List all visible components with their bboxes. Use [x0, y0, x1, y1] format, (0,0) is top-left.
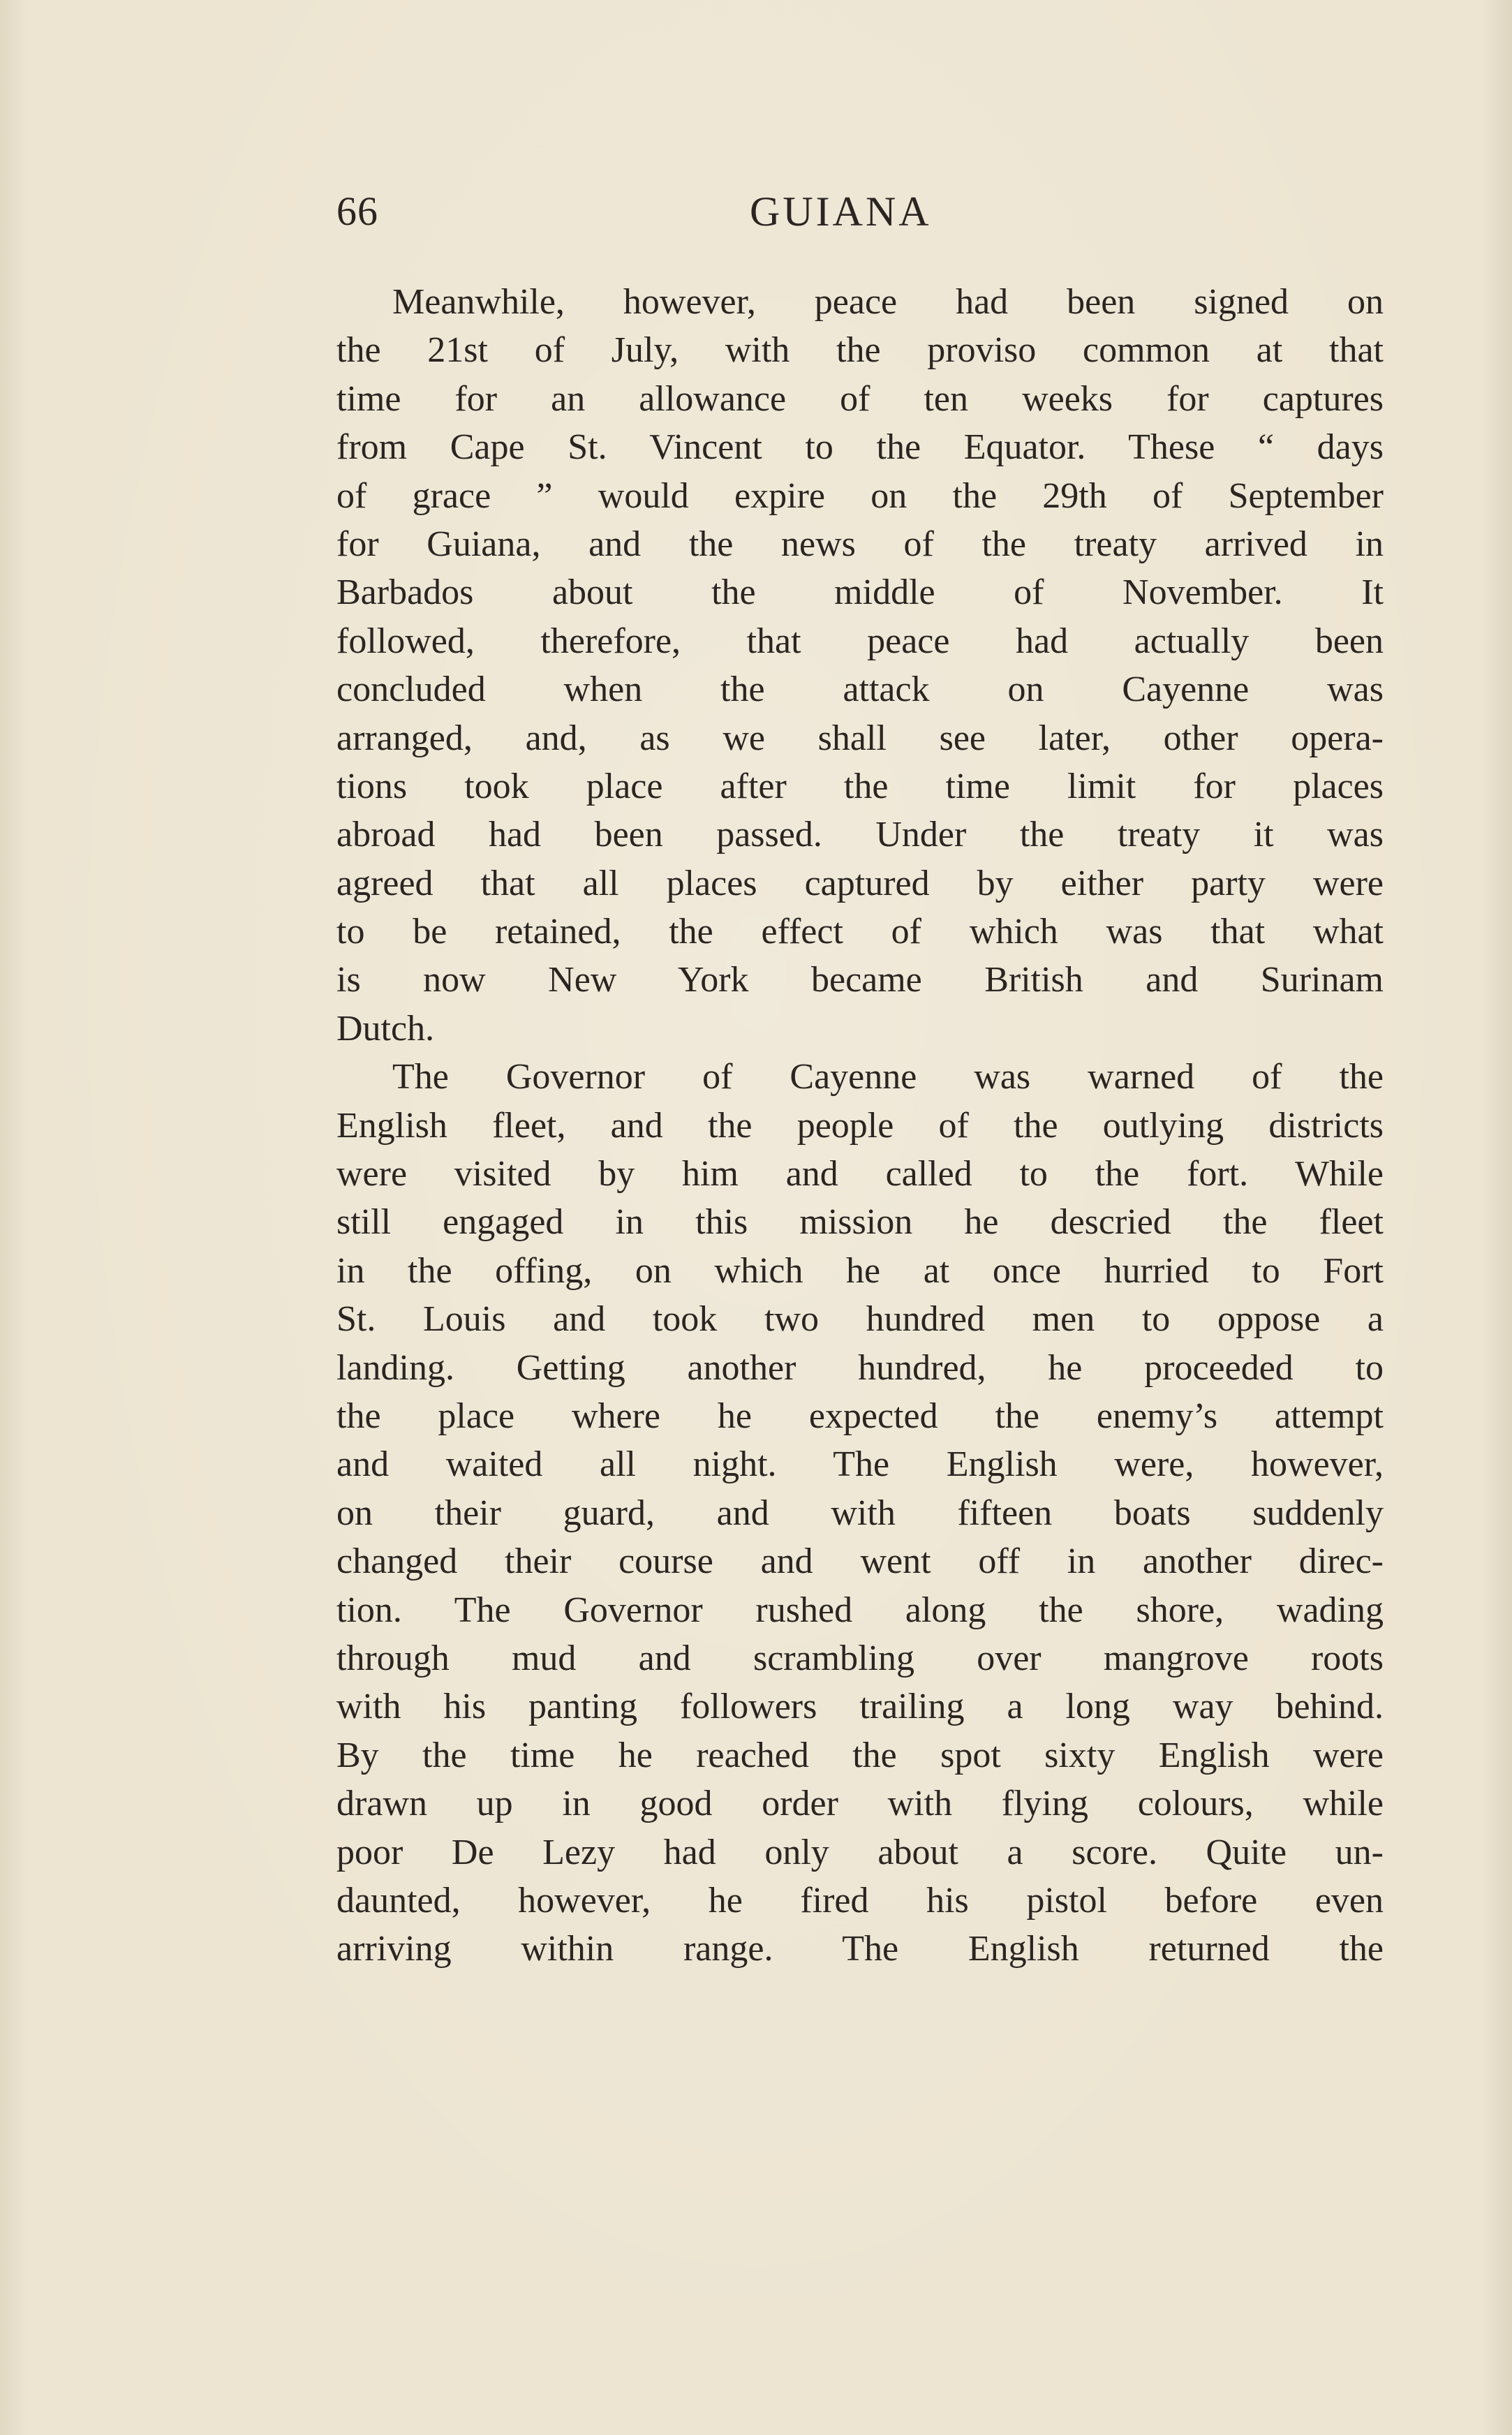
text-line: English fleet, and the people of the outlying districts [336, 1105, 1384, 1146]
text-line: tions took place after the time limit for places [336, 766, 1384, 806]
text-line: Meanwhile, however, peace had been signed on [392, 282, 1384, 322]
text-line: from Cape St. Vincent to the Equator. These “ days [336, 427, 1384, 468]
text-line: with his panting followers trailing a long way behind. [336, 1687, 1384, 1727]
text-line: time for an allowance of ten weeks for captures [336, 378, 1384, 419]
text-line: Dutch. [336, 1008, 435, 1049]
text-line: tion. The Governor rushed along the shore, wading [336, 1590, 1384, 1630]
text-line: The Governor of Cayenne was warned of the [392, 1057, 1384, 1097]
body-text [336, 278, 1384, 1974]
paragraph-2 [336, 1053, 1384, 1973]
paragraph-1 [336, 278, 1384, 1053]
text-line: agreed that all places captured by either party were [336, 863, 1384, 903]
text-line: through mud and scrambling over mangrove roots [336, 1638, 1384, 1678]
text-line: drawn up in good order with flying colours, while [336, 1784, 1384, 1824]
page-number: 66 [336, 188, 378, 234]
text-line: still engaged in this mission he descried the fleet [336, 1202, 1384, 1243]
running-title: GUIANA [750, 188, 932, 235]
text-line: changed their course and went off in another direc- [336, 1541, 1384, 1582]
text-line: were visited by him and called to the fort. While [336, 1154, 1384, 1194]
text-line: St. Louis and took two hundred men to oppose a [336, 1299, 1384, 1340]
text-line: arranged, and, as we shall see later, other opera- [336, 718, 1384, 758]
text-line: By the time he reached the spot sixty English were [336, 1735, 1384, 1775]
text-line: concluded when the attack on Cayenne was [336, 669, 1384, 710]
text-line: the 21st of July, with the proviso common at that [336, 330, 1384, 371]
text-line: followed, therefore, that peace had actually been [336, 621, 1384, 661]
text-line: to be retained, the effect of which was that what [336, 912, 1384, 952]
text-line: poor De Lezy had only about a score. Quite un- [336, 1832, 1384, 1872]
text-line: is now New York became British and Surinam [336, 960, 1384, 1000]
text-line: for Guiana, and the news of the treaty arrived in [336, 524, 1384, 564]
running-head [336, 180, 1384, 243]
text-line: Barbados about the middle of November. It [336, 572, 1384, 613]
text-line: daunted, however, he fired his pistol before even [336, 1880, 1384, 1920]
text-line: of grace ” would expire on the 29th of September [336, 475, 1384, 516]
text-line: abroad had been passed. Under the treaty it was [336, 815, 1384, 855]
text-line: on their guard, and with fifteen boats suddenly [336, 1493, 1384, 1533]
text-line: arriving within range. The English returned the [336, 1929, 1384, 1969]
text-line: the place where he expected the enemy’s attempt [336, 1396, 1384, 1436]
text-line: in the offing, on which he at once hurried to Fort [336, 1250, 1384, 1291]
text-line: landing. Getting another hundred, he proceeded to [336, 1347, 1384, 1388]
text-line: and waited all night. The English were, however, [336, 1444, 1384, 1485]
